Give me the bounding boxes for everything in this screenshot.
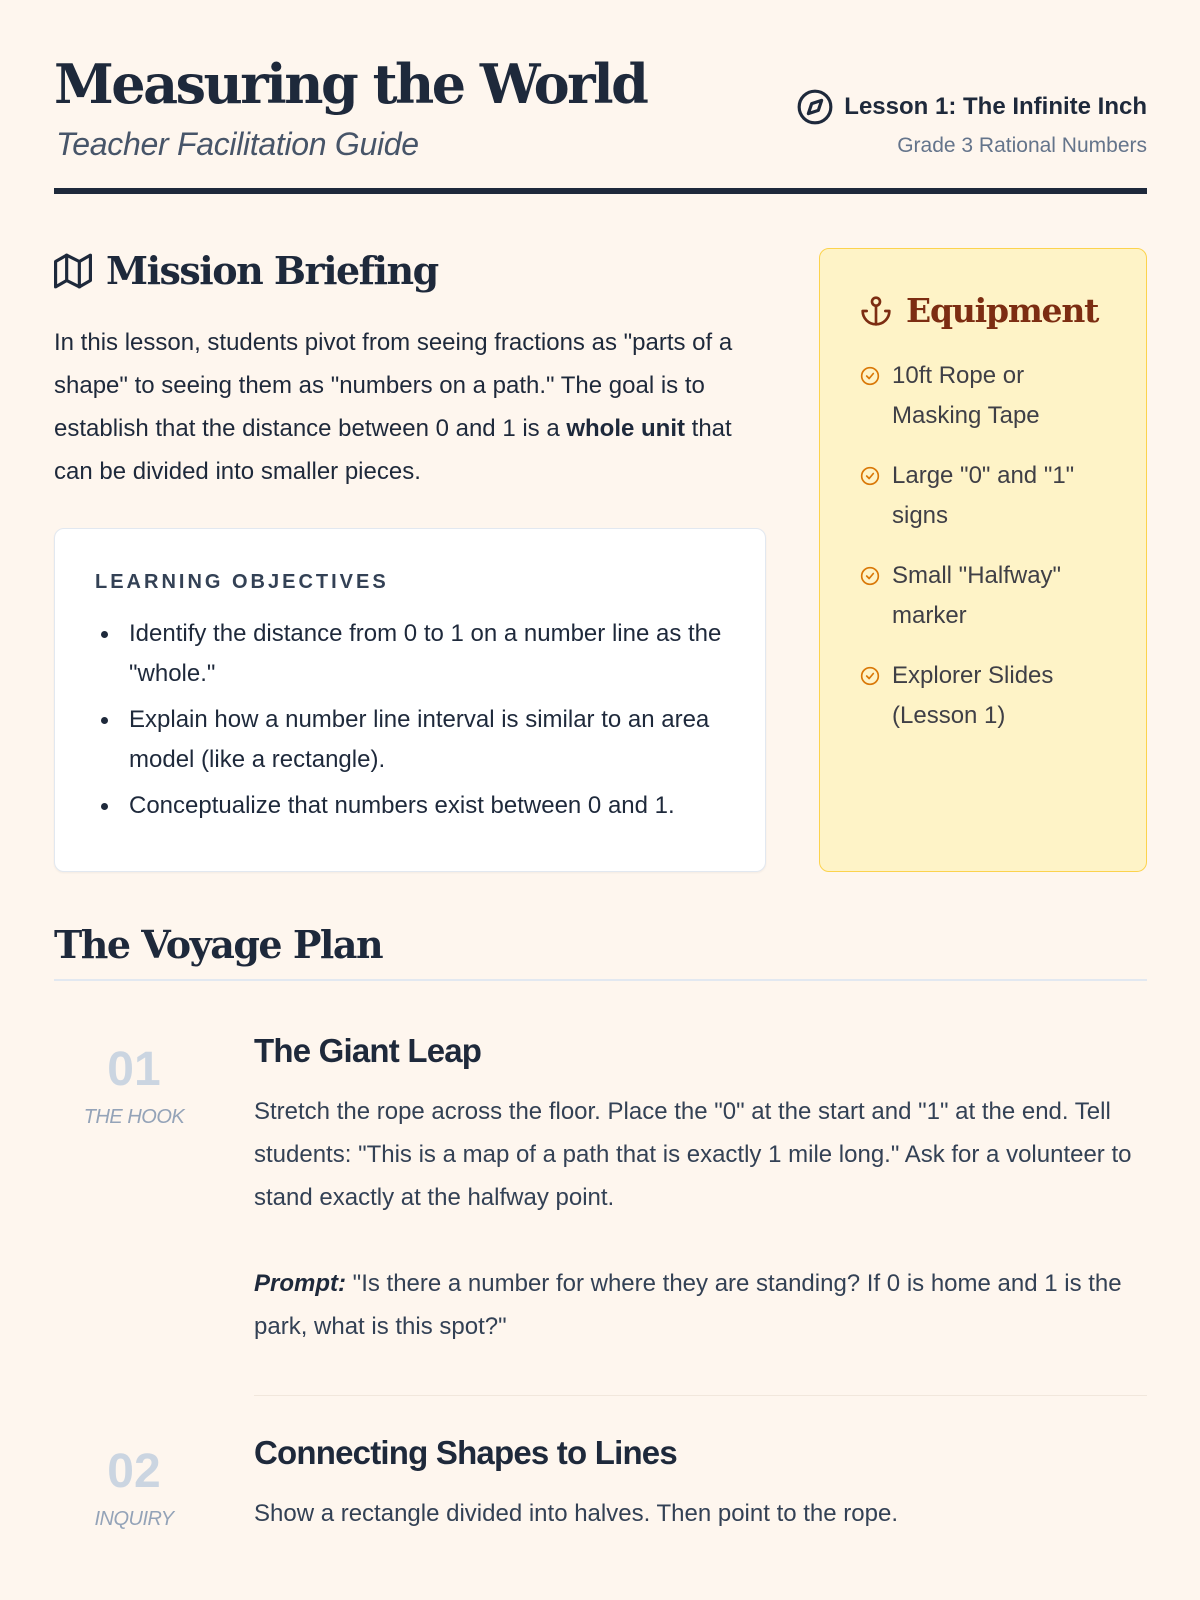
objectives-list bbox=[95, 614, 725, 826]
step-divider bbox=[254, 1395, 1147, 1396]
mission-text bbox=[54, 321, 766, 493]
mission-title: Mission Briefing bbox=[106, 248, 438, 293]
mission-text-part: In this lesson, students pivot from seeing fractions as "parts of a shape" to seeing them as "numbers on a path." The goal is to establish that the distance between 0 and 1 is a bbox=[54, 329, 733, 442]
mission-text-bold: whole unit bbox=[566, 415, 685, 442]
equipment-item-label: 10ft Rope or Masking Tape bbox=[892, 362, 1040, 429]
page-subtitle: Teacher Facilitation Guide bbox=[56, 126, 419, 162]
step-number: 01 bbox=[107, 1043, 161, 1096]
prompt-text: "Is there a number for where they are standing? If 0 is home and 1 is the park, what is this spot?" bbox=[254, 1270, 1122, 1340]
mission-section bbox=[54, 248, 766, 493]
step-title: The Giant Leap bbox=[254, 1032, 482, 1069]
prompt-label: Prompt: bbox=[254, 1270, 346, 1297]
voyage-title: The Voyage Plan bbox=[54, 922, 383, 967]
page-title: Measuring the World bbox=[54, 52, 647, 116]
lesson-subtitle: Grade 3 Rational Numbers bbox=[897, 134, 1147, 157]
equipment-item-label: Large "0" and "1" signs bbox=[892, 462, 1075, 529]
step-prompt bbox=[254, 1262, 1147, 1348]
equipment-list bbox=[860, 356, 1106, 736]
objective-item: Conceptualize that numbers exist between 0 and 1. bbox=[95, 786, 725, 826]
step-text: Stretch the rope across the floor. Place the "0" at the start and "1" at the end. Tell students: "This is a map of a path that is exactly 1 mile long." Ask for a volunteer to stand exactly at the halfway point. bbox=[254, 1098, 1132, 1211]
equipment-item bbox=[860, 656, 1106, 736]
guide-page bbox=[54, 0, 1147, 1530]
objectives-heading: LEARNING OBJECTIVES bbox=[95, 571, 389, 593]
equipment-item bbox=[860, 456, 1106, 536]
step-body bbox=[254, 1032, 1147, 1348]
equipment-heading bbox=[860, 291, 1106, 330]
check-circle-icon bbox=[860, 466, 880, 486]
check-circle-icon bbox=[860, 566, 880, 586]
step-tag: INQUIRY bbox=[94, 1508, 174, 1530]
learning-objectives-card bbox=[54, 528, 766, 872]
step-number: 02 bbox=[107, 1445, 161, 1498]
mission-heading bbox=[54, 248, 766, 293]
step-tag: THE HOOK bbox=[83, 1106, 185, 1128]
compass-icon bbox=[796, 88, 834, 126]
equipment-item-label: Explorer Slides (Lesson 1) bbox=[892, 662, 1054, 729]
lesson-title: Lesson 1: The Infinite Inch bbox=[844, 93, 1147, 120]
objective-item: Identify the distance from 0 to 1 on a number line as the "whole." bbox=[95, 614, 725, 694]
lesson-title-row bbox=[796, 88, 1147, 126]
map-icon bbox=[54, 252, 92, 290]
lesson-info bbox=[796, 88, 1147, 158]
step-body bbox=[254, 1434, 1147, 1535]
mission-text-part: that can be divided into smaller pieces. bbox=[54, 415, 732, 485]
voyage-heading bbox=[54, 922, 1147, 981]
step-text: Show a rectangle divided into halves. Then point to the rope. bbox=[254, 1500, 898, 1527]
objective-item: Explain how a number line interval is similar to an area model (like a rectangle). bbox=[95, 700, 725, 780]
equipment-title: Equipment bbox=[906, 291, 1099, 330]
page-header bbox=[54, 0, 1147, 194]
check-circle-icon bbox=[860, 666, 880, 686]
equipment-card bbox=[819, 248, 1147, 872]
anchor-icon bbox=[860, 293, 892, 329]
check-circle-icon bbox=[860, 366, 880, 386]
equipment-item bbox=[860, 556, 1106, 636]
equipment-item-label: Small "Halfway" marker bbox=[892, 562, 1062, 629]
equipment-item bbox=[860, 356, 1106, 436]
step-title: Connecting Shapes to Lines bbox=[254, 1434, 677, 1471]
